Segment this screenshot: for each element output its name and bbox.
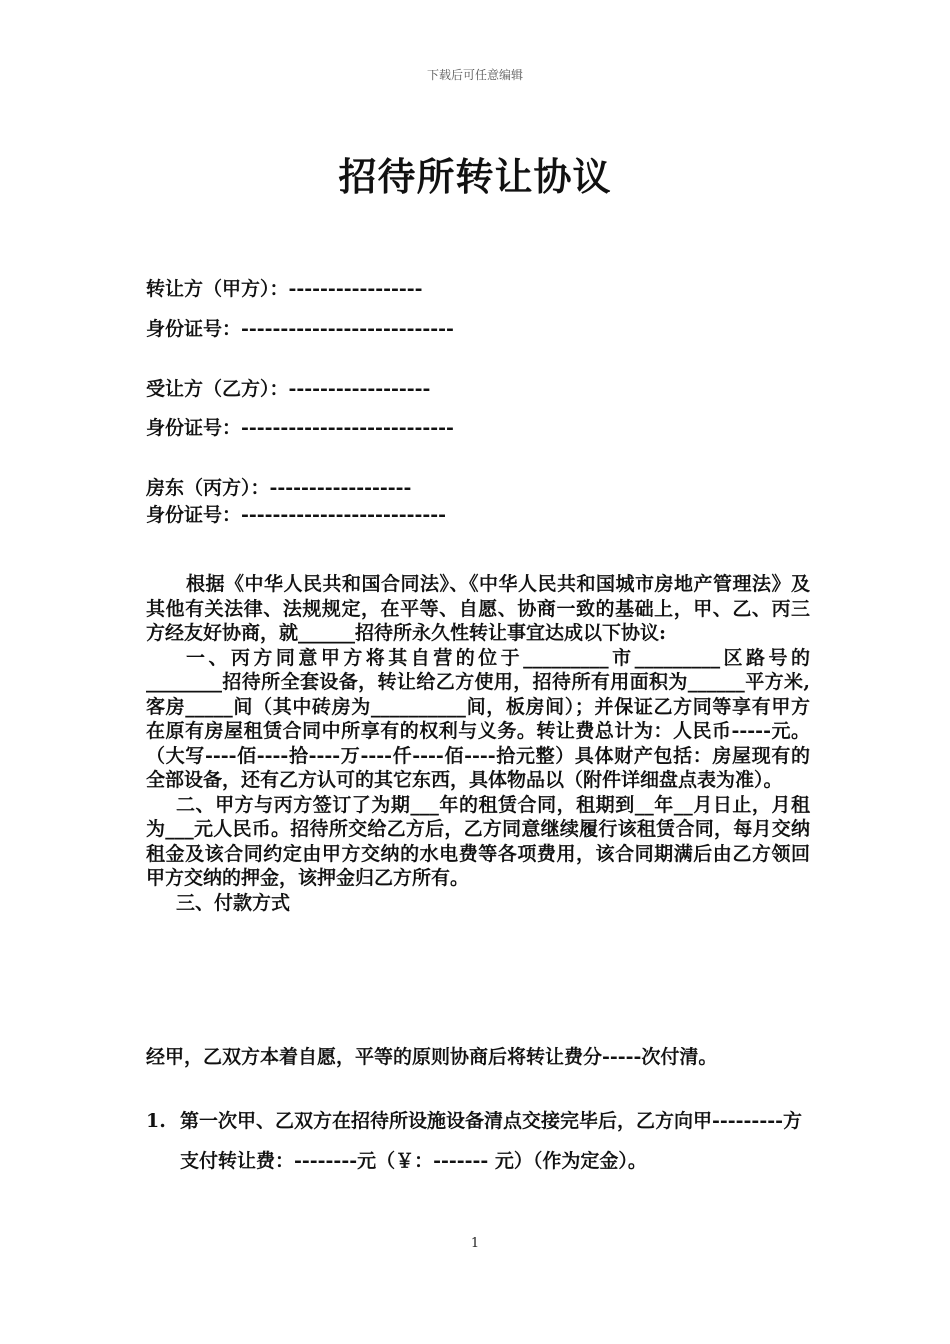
paragraph-clause-1: 一、丙方同意甲方将其自营的位于_________市_________区路号的________招待所全套设备，转让给乙方使用，招待所有用面积为______平方米,客房_____间（其中砖房为__________间，板房间）；并保证乙方同等享有甲方在原有房屋租赁合同中所享有的权利与义务。转让费总计为：人民币-----元。（大写----佰----拾----万----仟----佰----拾元整）具体财产包括：房屋现有的全部设备，还有乙方认可的其它东西，具体物品以（附件详细盘点表为准）。 (146, 646, 810, 791)
party-transferee-id: 身份证号：--------------------------- (146, 417, 454, 439)
list-item (146, 1101, 810, 1181)
list-item-number: 1. (146, 1110, 166, 1132)
payment-terms: 经甲，乙双方本着自愿，平等的原则协商后将转让费分-----次付清。 (146, 1046, 718, 1068)
header-note: 下载后可任意编辑 (426, 68, 523, 82)
party-landlord: 房东（丙方）：------------------ (146, 477, 412, 499)
page-number: 1 (470, 1236, 480, 1251)
paragraph-preamble: 根据《中华人民共和国合同法》、《中华人民共和国城市房地产管理法》及其他有关法律、法规规定，在平等、自愿、协商一致的基础上，甲、乙、丙三方经友好协商，就______招待所永久性转让事宜达成以下协议: (146, 573, 810, 644)
document-title: 招待所转让协议 (338, 154, 612, 199)
party-landlord-id: 身份证号：-------------------------- (146, 504, 447, 526)
paragraph-clause-2: 二、甲方与丙方签订了为期___年的租赁合同，租期到__年__月日止，月租为___元人民币。招待所交给乙方后，乙方同意继续履行该租赁合同，每月交纳租金及该合同约定由甲方交纳的水电费等各项费用，该合同期满后由乙方领回甲方交纳的押金，该押金归乙方所有。 (146, 793, 810, 889)
agreement-body (146, 572, 810, 915)
party-transferee: 受让方（乙方）：------------------ (146, 378, 431, 400)
party-transferor-id: 身份证号：--------------------------- (146, 318, 454, 340)
party-transferor: 转让方（甲方）：----------------- (146, 278, 423, 300)
paragraph-clause-3-heading: 三、付款方式 (176, 891, 291, 914)
payment-list (146, 1101, 810, 1181)
list-item-text: 第一次甲、乙双方在招待所设施设备清点交接完毕后，乙方向甲---------方支付转让费：--------元（￥：------- 元）（作为定金）。 (180, 1110, 802, 1172)
